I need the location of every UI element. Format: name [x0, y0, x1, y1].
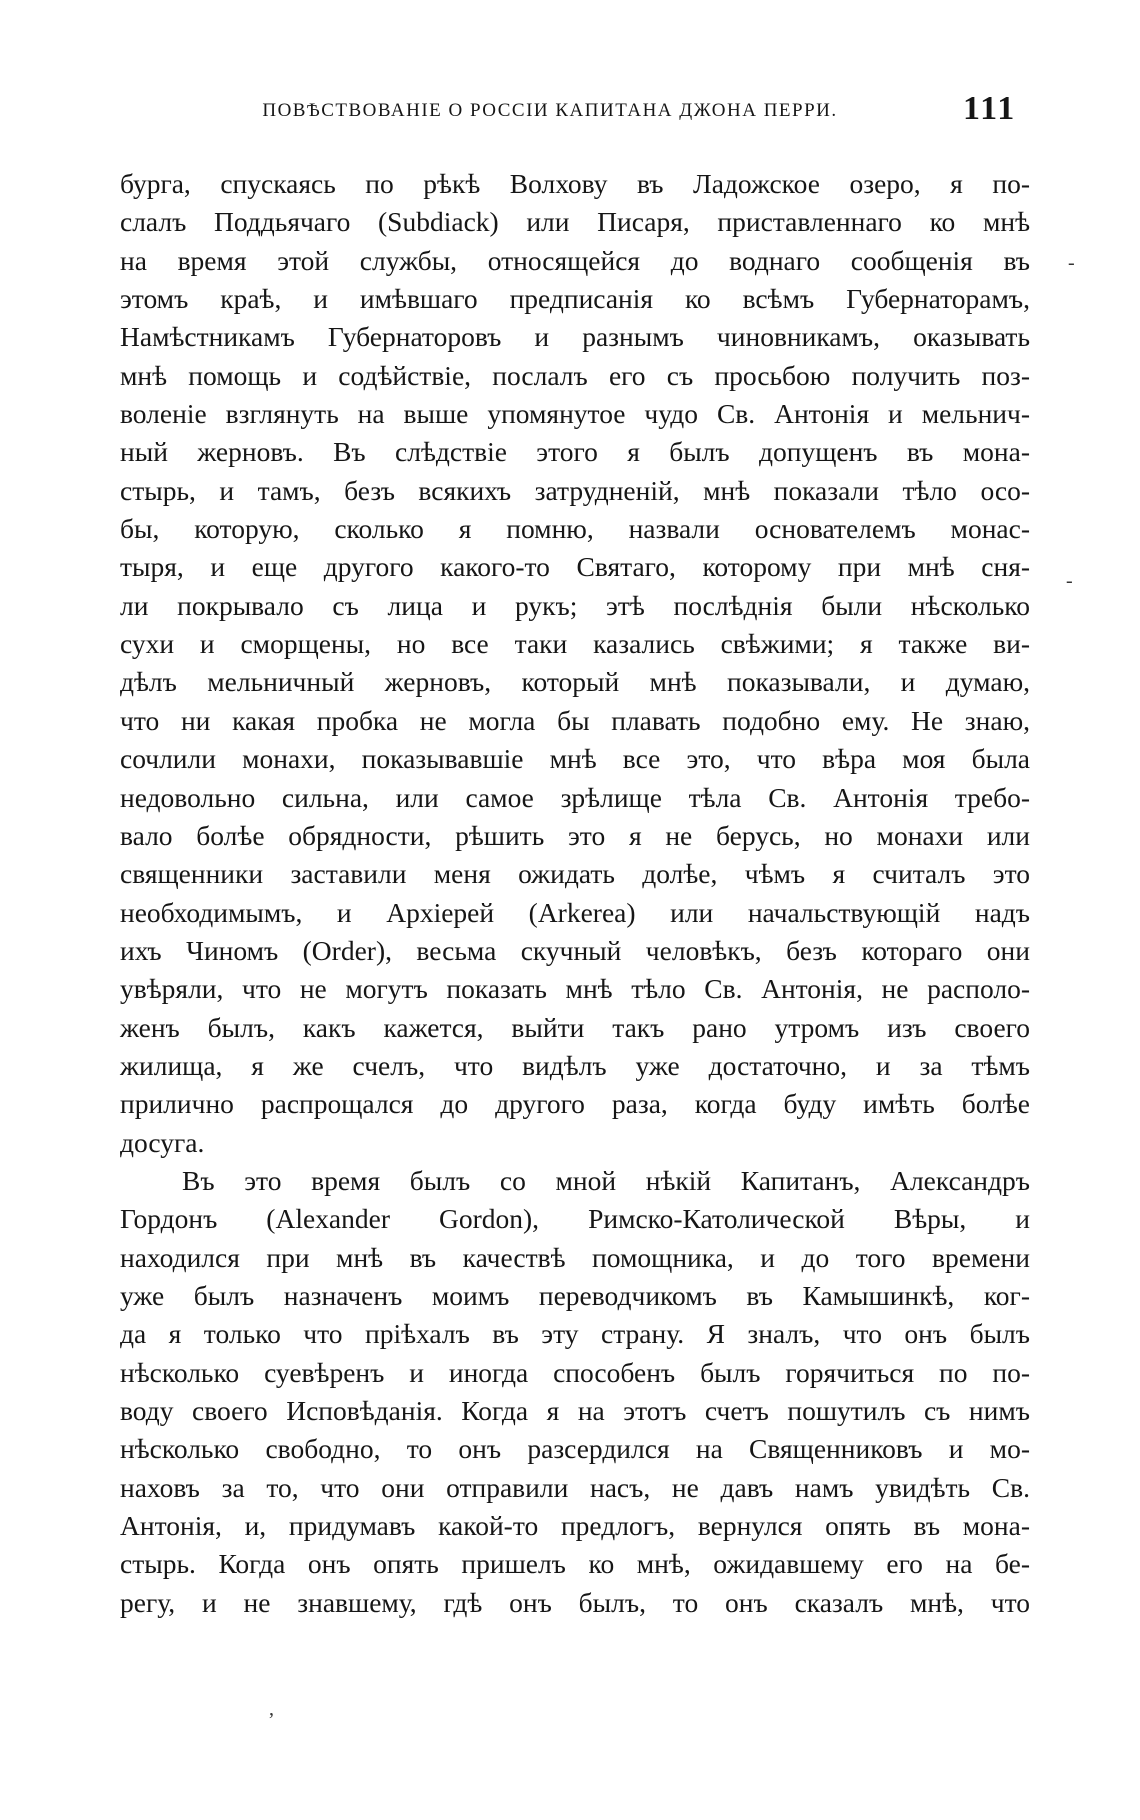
text-line: прилично распрощался до другого раза, когда буду имѣть болѣе [120, 1088, 1030, 1120]
text-line: Намѣстникамъ Губернаторовъ и разнымъ чиновникамъ, оказывать [120, 321, 1030, 353]
text-line: воленіе взглянуть на выше упомянутое чудо Св. Антонія и мельнич- [120, 398, 1030, 430]
text-line: бурга, спускаясь по рѣкѣ Волхову въ Ладожское озеро, я по- [120, 168, 1030, 199]
text-line: нѣсколько свободно, то онъ разсердился на Священниковъ и мо- [120, 1433, 1030, 1465]
text-line: Антонія, и, придумавъ какой-то предлогъ, вернулся опять въ мона- [120, 1510, 1030, 1542]
margin-mark: - [1068, 252, 1075, 274]
text-line: ли покрывало съ лица и рукъ; этѣ послѣднія были нѣсколько [120, 589, 1030, 621]
text-line: священники заставили меня ожидать долѣе, чѣмъ я считалъ это [120, 858, 1030, 890]
text-line: стырь. Когда онъ опять пришелъ ко мнѣ, ожидавшему его на бе- [120, 1548, 1030, 1580]
text-line: Въ это время былъ со мной нѣкій Капитанъ, Александръ [182, 1164, 1030, 1196]
text-line: жилища, я же счелъ, что видѣлъ уже достаточно, и за тѣмъ [120, 1049, 1030, 1081]
text-line: стырь, и тамъ, безъ всякихъ затрудненій, мнѣ показали тѣло осо- [120, 474, 1030, 506]
text-line: досуга. [120, 1126, 205, 1158]
margin-mark: - [1066, 570, 1073, 592]
text-line: нѣсколько суевѣренъ и иногда способенъ былъ горячиться по по- [120, 1356, 1030, 1388]
text-line: необходимымъ, и Архіерей (Arkerea) или начальствующій надъ [120, 896, 1030, 928]
text-line: мнѣ помощь и содѣйствіе, послалъ его съ просьбою получить поз- [120, 359, 1030, 391]
text-line: находился при мнѣ въ качествѣ помощника, и до того времени [120, 1241, 1030, 1273]
margin-mark: ‚ [268, 1698, 275, 1720]
text-line: недовольно сильна, или самое зрѣлище тѣла Св. Антонія требо- [120, 781, 1030, 813]
text-line: увѣряли, что не могутъ показать мнѣ тѣло Св. Антонія, не располо- [120, 973, 1030, 1005]
text-line: наховъ за то, что они отправили насъ, не давъ намъ увидѣть Св. [120, 1471, 1030, 1503]
text-line: регу, и не знавшему, гдѣ онъ былъ, то онъ сказалъ мнѣ, что [120, 1586, 1030, 1618]
text-line: вало болѣе обрядности, рѣшить это я не берусь, но монахи или [120, 819, 1030, 851]
text-line: сухи и сморщены, но все таки казались свѣжими; я также ви- [120, 628, 1030, 660]
text-line: бы, которую, сколько я помню, назвали основателемъ монас- [120, 513, 1030, 545]
text-line: сочлили монахи, показывавшіе мнѣ все это, что вѣра моя была [120, 743, 1030, 775]
text-line: воду своего Исповѣданія. Когда я на этотъ счетъ пошутилъ съ нимъ [120, 1395, 1030, 1426]
text-line: на время этой службы, относящейся до воднаго сообщенія въ [120, 244, 1030, 276]
paragraph-1 [120, 165, 1030, 1162]
text-line: дѣлъ мельничный жерновъ, который мнѣ показывали, и думаю, [120, 666, 1030, 698]
text-line: да я только что пріѣхалъ въ эту страну. Я зналъ, что онъ былъ [120, 1318, 1030, 1350]
page-number: 111 [963, 90, 1017, 127]
running-head: ПОВѢСТВОВАНІЕ О РОССІИ КАПИТАНА ДЖОНА ПЕРРИ. [262, 100, 838, 121]
text-line: тыря, и еще другого какого-то Святаго, которому при мнѣ сня- [120, 551, 1030, 583]
text-line: ный жерновъ. Въ слѣдствіе этого я былъ допущенъ въ мона- [120, 436, 1030, 468]
text-line: слалъ Поддьячаго (Subdiack) или Писаря, приставленнаго ко мнѣ [120, 206, 1030, 238]
text-line: уже былъ назначенъ моимъ переводчикомъ въ Камышинкѣ, ког- [120, 1279, 1030, 1311]
text-line: Гордонъ (Alexander Gordon), Римско-Католической Вѣры, и [120, 1203, 1030, 1235]
text-line: ихъ Чиномъ (Order), весьма скучный человѣкъ, безъ котораго они [120, 934, 1030, 966]
body-text [120, 165, 1030, 1622]
text-line: этомъ краѣ, и имѣвшаго предписанія ко всѣмъ Губернаторамъ, [120, 283, 1030, 315]
paragraph-2 [120, 1162, 1030, 1622]
text-line: женъ былъ, какъ кажется, выйти такъ рано утромъ изъ своего [120, 1011, 1030, 1043]
text-line: что ни какая пробка не могла бы плавать подобно ему. Не знаю, [120, 704, 1030, 736]
